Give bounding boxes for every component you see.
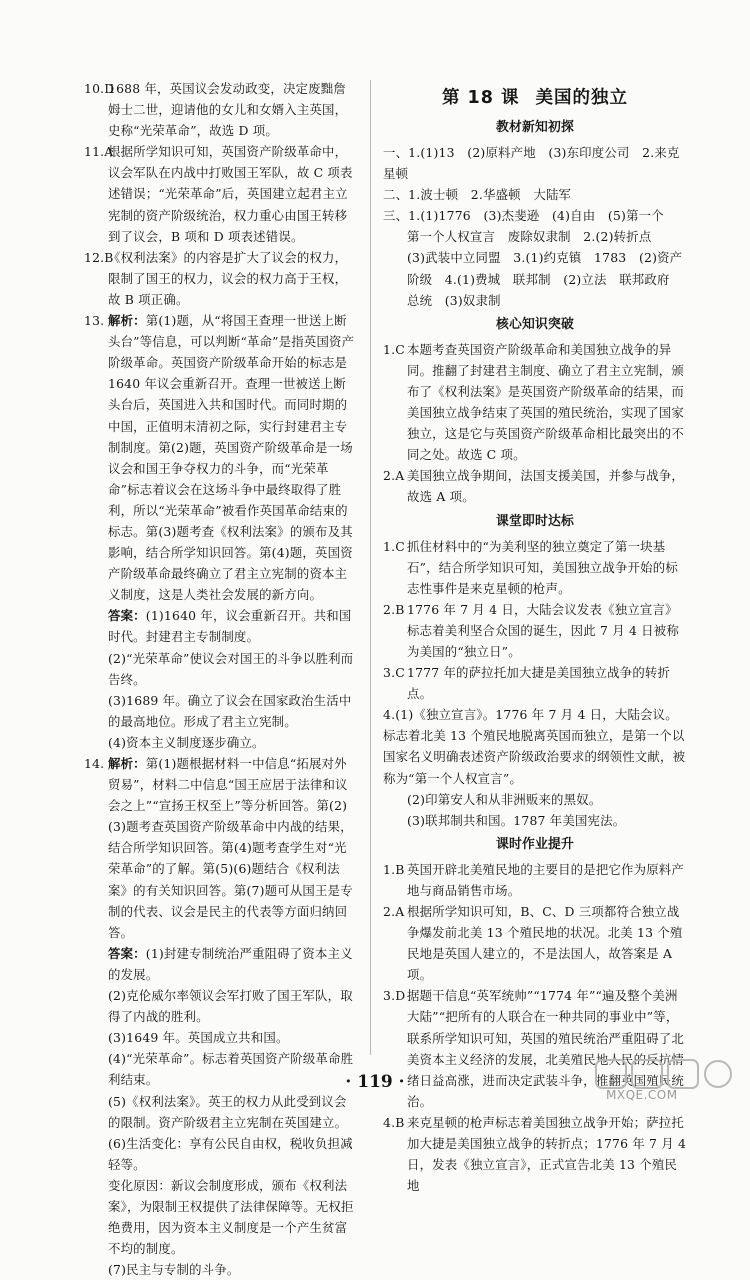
answer-item-11: 11.A 根据所学知识可知，英国资产阶级革命中，议会军队在内战中打败国王军队，故 C 项表述错误；“光荣革命”后，英国建立起君主立宪制的资产阶级统治，权力重心由国王转移到了议会，B 项和 D 项表述错误。: [84, 144, 353, 244]
answer-line: (4)资本主义制度逐步确立。: [108, 734, 265, 750]
answer-item-13: 13. 解析：第(1)题，从“将国王查理一世送上断头台”等信息，可以判断“革命”是指英国资产阶级革命。英国资产阶级革命开始的标志是 1640 年议会重新召开。查理一世被送上断头台后，英国进入共和国时代。而同时期的中国，正值明末清初之际，实行封建君主专制制度。第(2)题，英国资产阶级革命是一场议会和国王争夺权力的斗争，而“光荣革命”标志着议会在这场斗争中最终取得了胜利，所以“光荣革命”被看作英国革命结束的标志。第(3)题考查《权利法案》的颁布及其影响，结合所学知识回答。第(4)题，英国资产阶级革命最终确立了君主立宪制的资本主义制度，这是人类社会发展的新方向。: [84, 313, 355, 603]
answer-item: 4.B 来克星顿的枪声标志着美国独立战争开始；萨拉托加大捷是美国独立战争的转折点；1776 年 7 月 4 日，发表《独立宣言》，正式宣告北美 13 个殖民地: [383, 1114, 687, 1194]
answer-label-line: 答案：(1)封建专制统治严重阻碍了资本主义的发展。: [108, 945, 353, 982]
section-heading: 课时作业提升: [496, 836, 574, 852]
answer-line: 一、1.(1)13 (2)原料产地 (3)东印度公司 2.来克星顿: [383, 145, 680, 182]
answer-item: 1.B 英国开辟北美殖民地的主要目的是把它作为原料产地与商品销售市场。: [383, 861, 684, 898]
answer-line: 第一个人权宣言 废除奴隶制 2.(2)转折点: [407, 229, 652, 245]
analysis-label: 解析：: [108, 313, 146, 329]
lesson-title: 第 18 课 美国的独立: [441, 88, 629, 108]
answer-label-line: 答案：(1)1640 年，议会重新召开。共和国时代。封建君主专制制度。: [108, 608, 352, 645]
answer-item: 2.A 根据所学知识可知，B、C、D 三项都符合独立战争爆发前北美 13 个殖民地的状况。北美 13 个殖民地是英国人建立的，不是法国人，故答案是 A 项。: [383, 904, 683, 983]
section-heading: 课堂即时达标: [496, 513, 574, 529]
answer-line: (3)武装中立同盟 3.(1)约克镇 1783 (2)资产阶级 4.(1)费城 联邦制 (2)立法 联邦政府: [407, 250, 683, 287]
answer-line: (2)“光荣革命”使议会对国王的斗争以胜利而告终。: [108, 650, 354, 687]
answer-item-10: 10.D 1688 年，英国议会发动政变，决定废黜詹姆士二世，迎请他的女儿和女婿入主英国，史称“光荣革命”，故选 D 项。: [84, 81, 348, 139]
watermark-text: MXQE.COM: [606, 1088, 678, 1102]
answer-item: 2.B 1776 年 7 月 4 日，大陆会议发表《独立宣言》标志着美利坚合众国的诞生，因此 7 月 4 日被称为美国的“独立日”。: [383, 601, 679, 659]
answer-line: 三、1.(1)1776 (3)杰斐逊 (4)自由 (5)第一个: [383, 208, 664, 224]
answer-item: 1.C 本题考查英国资产阶级革命和美国独立战争的异同。推翻了封建君主制度、确立了君主立宪制，颁布了《权利法案》是英国资产阶级革命的结果，而美国独立战争结束了英国的殖民统治，实现了国家独立，这是它与英国资产阶级革命相比最突出的不同之处。故选 C 项。: [383, 341, 684, 463]
section-heading: 核心知识突破: [496, 316, 574, 332]
answer-line: (6)生活变化：享有公民自由权，税收负担减轻等。: [108, 1135, 353, 1172]
answer-item-14: 14. 解析：第(1)题根据材料一中信息“拓展对外贸易”，材料二中信息“国王应居于法律和议会之上”“宣扬王权至上”等分析回答。第(2)(3)题考查英国资产阶级革命中内战的结果，结合所学知识回答。第(4)题考查学生对“光荣革命”的了解。第(5)(6)题结合《权利法案》的有关知识回答。第(7)题可从国王是专制的代表、议会是民主的代表等方面归纳回答。: [84, 756, 353, 940]
answer-line: (4)“光荣革命”。标志着英国资产阶级革命胜利结束。: [108, 1051, 354, 1088]
analysis-label: 解析：: [108, 756, 146, 771]
answer-label: 答案：: [108, 608, 146, 624]
answer-line: (3)1689 年。确立了议会在国家政治生活中的最高地位。形成了君主立宪制。: [108, 692, 352, 729]
left-column: [84, 78, 358, 1280]
page-number: · 119 ·: [345, 1072, 405, 1092]
answer-item: 2.A 美国独立战争期间，法国支援美国，并参与战争，故选 A 项。: [383, 468, 684, 505]
answer-label: 答案：: [108, 945, 146, 961]
answer-line: (7)民主与专制的斗争。: [108, 1262, 240, 1278]
right-column: [383, 78, 687, 1196]
answer-item: 3.C 1777 年的萨拉托加大捷是美国独立战争的转折点。: [383, 665, 671, 702]
answer-line: 总统 (3)奴隶制: [407, 292, 501, 308]
answer-line: (2)印第安人和从非洲贩来的黑奴。: [407, 791, 602, 807]
answer-line: (3)联邦制共和国。1787 年美国宪法。: [407, 812, 626, 828]
answer-item-12: 12.B 《权利法案》的内容是扩大了议会的权力，限制了国王的权力，议会的权力高于王权，故 B 项正确。: [84, 249, 348, 307]
answer-item: 1.C 抓住材料中的“为美利坚的独立奠定了第一块基石”，结合所学知识可知，美国独立战争开始的标志性事件是来克星顿的枪声。: [383, 538, 678, 596]
answer-item: 3.D 据题干信息“英军统帅”“1774 年”“遍及整个美洲大陆”“把所有的人联合在一种共同的事业中”等，联系所学知识可知，英国的殖民统治严重阻碍了北美资本主义经济的发展，北美殖民地人民的反抗情绪日益高涨，进而决定武装斗争，推翻英国殖民统治。: [383, 988, 684, 1109]
column-divider: [370, 80, 371, 1055]
answer-line: (2)克伦威尔率领议会军打败了国王军队，取得了内战的胜利。: [108, 988, 353, 1025]
answer-line: (5)《权利法案》。英王的权力从此受到议会的限制。资产阶级君主立宪制在英国建立。: [108, 1093, 348, 1130]
section-heading: 教材新知初探: [496, 120, 574, 135]
answer-line: (3)1649 年。英国成立共和国。: [108, 1030, 289, 1046]
answer-line: 变化原因：新议会制度形成，颁布《权利法案》，为限制王权提供了法律保障等。无权拒绝费用，因为资本主义制度是一个产生贫富不均的制度。: [108, 1177, 354, 1257]
answer-line: 二、1.波士顿 2.华盛顿 大陆军: [383, 187, 572, 203]
answer-line: 4.(1)《独立宣言》。1776 年 7 月 4 日，大陆会议。标志着北美 13 个殖民地脱离英国而独立，是第一个以国家名义明确表述资产阶级政治要求的纲领性文献，被称为“第一个人权宣言”。: [383, 707, 686, 786]
